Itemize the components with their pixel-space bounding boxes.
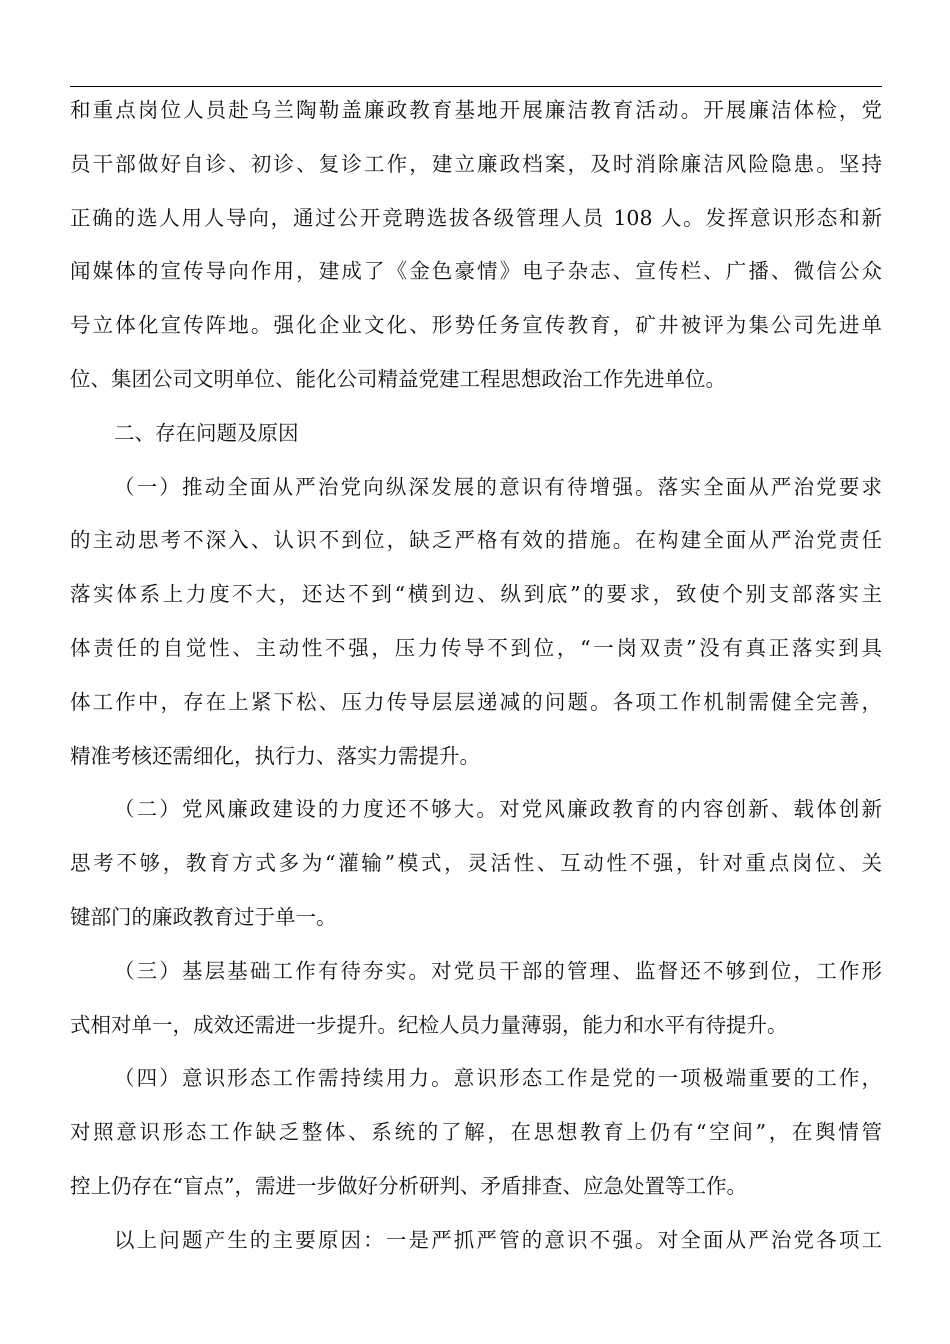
section-heading: 二、存在问题及原因 xyxy=(114,420,299,445)
text-line: 精准考核还需细化，执行力、落实力需提升。 xyxy=(70,743,480,768)
text-line: 体责任的自觉性、主动性不强，压力传导不到位，“一岗双责”没有真正落实到具 xyxy=(70,635,882,660)
text-line: 位、集团公司文明单位、能化公司精益党建工程思想政治工作先进单位。 xyxy=(70,366,726,391)
text-line: 对照意识形态工作缺乏整体、系统的了解，在思想教育上仍有“空间”，在舆情管 xyxy=(70,1120,882,1145)
text-line: 落实体系上力度不大，还达不到“横到边、纵到底”的要求，致使个别支部落实主 xyxy=(70,582,882,607)
paragraph-start-line: （二）党风廉政建设的力度还不够大。对党风廉政教育的内容创新、载体创新 xyxy=(114,797,882,822)
text-line: 键部门的廉政教育过于单一。 xyxy=(70,904,337,929)
paragraph-start-line: （三）基层基础工作有待夯实。对党员干部的管理、监督还不够到位，工作形 xyxy=(114,958,882,983)
text-line: 体工作中，存在上紧下松、压力传导层层递减的问题。各项工作机制需健全完善， xyxy=(70,689,882,714)
text-line: 思考不够，教育方式多为“灌输”模式，灵活性、互动性不强，针对重点岗位、关 xyxy=(70,851,882,876)
paragraph-start-line: （一）推动全面从严治党向纵深发展的意识有待增强。落实全面从严治党要求 xyxy=(114,474,882,499)
text-line: 员干部做好自诊、初诊、复诊工作，建立廉政档案，及时消除廉洁风险隐患。坚持 xyxy=(70,151,882,176)
text-line: 号立体化宣传阵地。强化企业文化、形势任务宣传教育，矿井被评为集公司先进单 xyxy=(70,313,882,338)
text-line: 式相对单一，成效还需进一步提升。纪检人员力量薄弱，能力和水平有待提升。 xyxy=(70,1012,788,1037)
text-line: 正确的选人用人导向，通过公开竞聘选拔各级管理人员 108 人。发挥意识形态和新 xyxy=(70,205,882,230)
text-line: 控上仍存在“盲点”，需进一步做好分析研判、矛盾排查、应急处置等工作。 xyxy=(70,1173,747,1198)
document-body xyxy=(70,88,882,1272)
paragraph-start-line: （四）意识形态工作需持续用力。意识形态工作是党的一项极端重要的工作， xyxy=(114,1066,882,1091)
text-line: 闻媒体的宣传导向作用，建成了《金色豪情》电子杂志、宣传栏、广播、微信公众 xyxy=(70,259,882,284)
header-rule xyxy=(70,86,882,87)
paragraph-start-line: 以上问题产生的主要原因：一是严抓严管的意识不强。对全面从严治党各项工 xyxy=(114,1227,882,1252)
text-line: 的主动思考不深入、认识不到位，缺乏严格有效的措施。在构建全面从严治党责任 xyxy=(70,528,882,553)
text-line: 和重点岗位人员赴乌兰陶勒盖廉政教育基地开展廉洁教育活动。开展廉洁体检，党 xyxy=(70,98,882,122)
